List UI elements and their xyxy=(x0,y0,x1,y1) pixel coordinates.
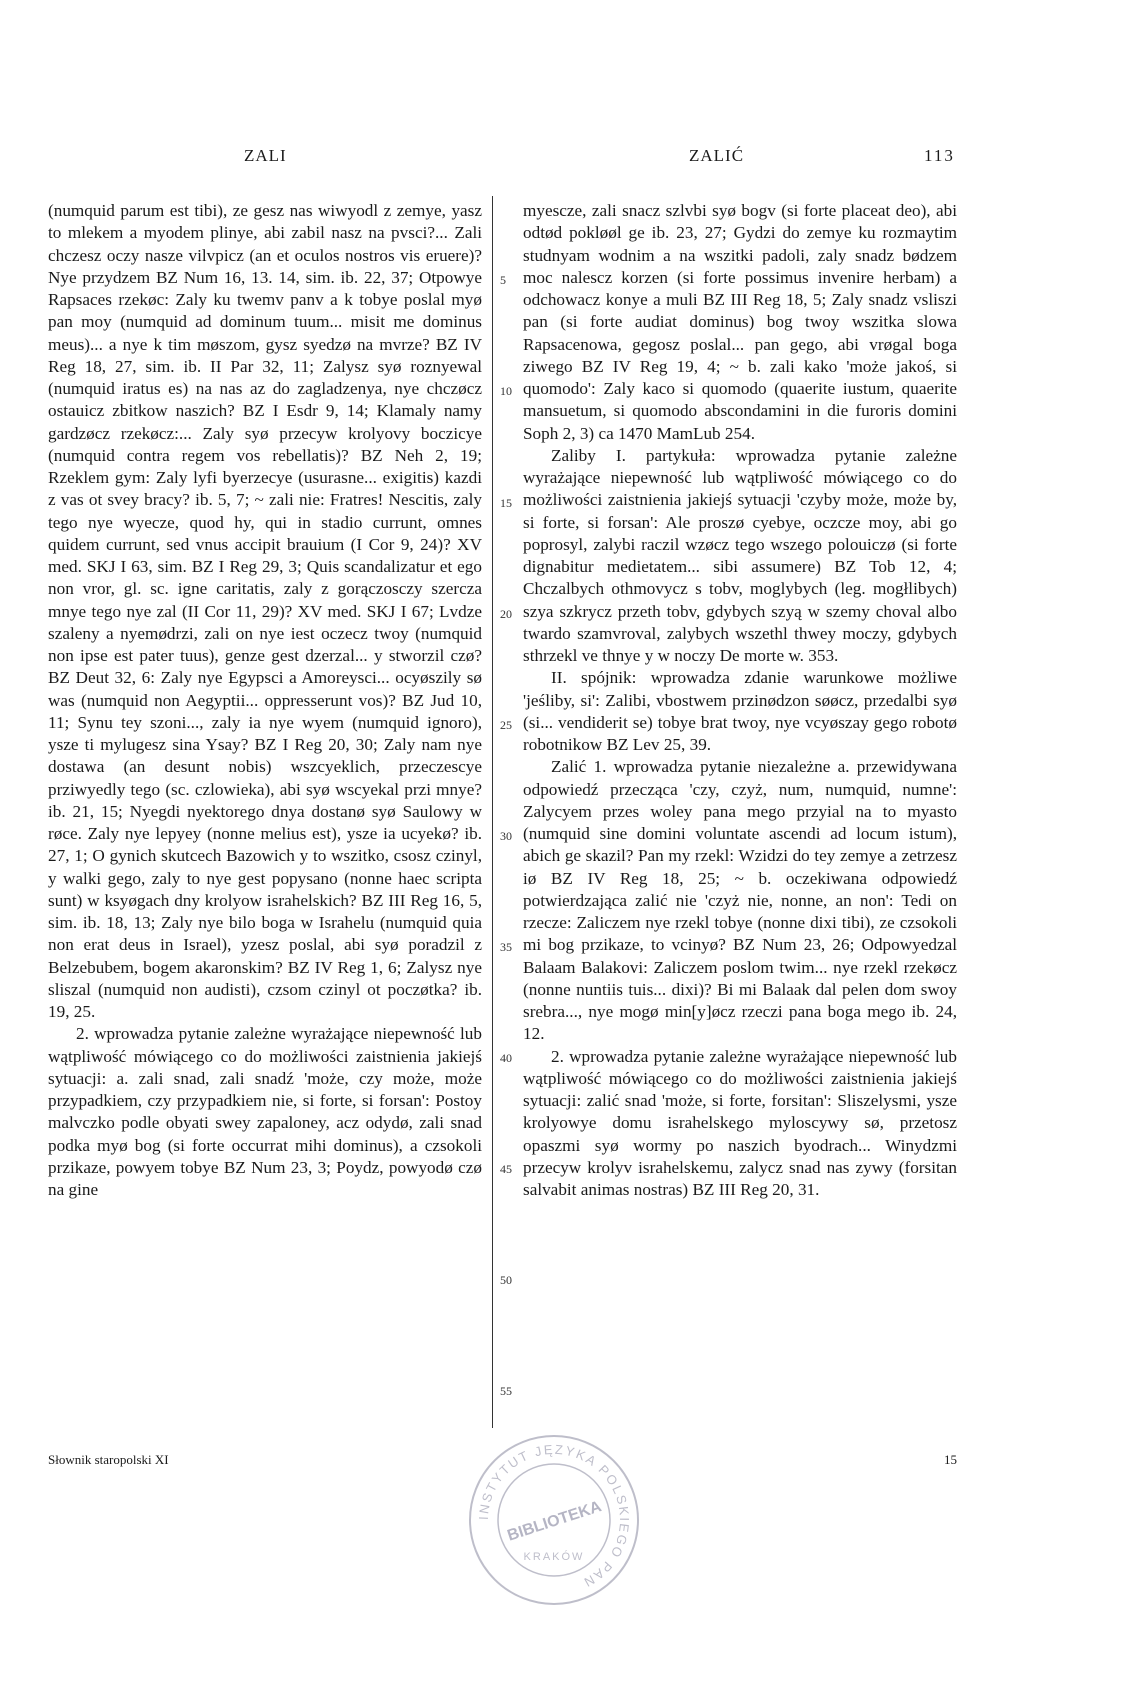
line-number: 55 xyxy=(500,1384,512,1398)
line-number: 30 xyxy=(500,829,512,843)
entry-paragraph: (numquid parum est tibi), ze gesz nas wiwyodl z zemye, yasz to mlekem a myodem plinye, abi zabil nasz na pvsci?... Zali chczesz oczy nasze vilvpicz (an et oculos nostros vis eruere)? Nye przydzem BZ Num 16, 13. 14, sim. ib. 22, 37; Otpowye Rapsaces rzekøc: Zaly ku twemv panv a k tobye poslal myø pan moy (numquid ad dominum tuum... misit me dominus meus)... a nye k tim møszom, gysz syedzø na mvrze? BZ IV Reg 18, 27, sim. ib. II Par 32, 11; Zalysz syø roznyewal (numquid iratus es) na nas az do zagladzenya, nye chczøcz ostauicz zbitkow naszich? BZ I Esdr 9, 14; Klamaly namy gardzøcz rzekøcz:... Zaly syø przecyw krolyovy boczicye (numquid contra regem vos rebellatis)? BZ Neh 2, 19; Rzeklem gym: Zaly lyfi byerzecye (usurasne... exigitis) kazdi z vas ot svey bracy? ib. 5, 7; ~ zali nie: Fratres! Nescitis, zaly tego nye wyecze, quod hy, qui in stadio currunt, omnes quidem currunt, sed vnus accipit brauium (I Cor 9, 24)? XV med. SKJ I 63, sim. BZ I Reg 29, 3; Quis scandalizatur et ego non vror, gl. sc. igne caritatis, zaly z gorączosczy szercza mnye tego nye zal (II Cor 11, 29)? XV med. SKJ I 67; Lvdze szaleny a nyemødrzi, zali on nye iest oczecz twoy (numquid non ipse est pater tuus), genze gest dzerzal... y stworzil czø? BZ Deut 32, 6: Zaly nye Egypsci a Amoreysci... ocyøszily sø was (numquid non Aegyptii... oppresserunt vos)? BZ Jud 10, 11; Synu tey szoni..., zaly ia nye wyem (numquid ignoro), ysze ti mylugesz sina Ysay? BZ I Reg 20, 30; Zaly nam nye dostawa (an desunt nobis) wszcyeklich, przeczescye prziwyedly tego (sc. czlowieka), abi syø wscyekal przi mnye? ib. 21, 15; Nyegdi nyektorego dnya dostanø syø Saulowy w røce. Zaly nye lepyey (nonne melius est), ysze ia ucyekø? ib. 27, 1; O gynich skutcech Bazowich y to wszitko, csosz czinyl, y walki gego, zaly to nye gest popysano (nonne haec scripta sunt) w ksyøgach dny krolyow israhelskich? BZ III Reg 16, 5, sim. ib. 18, 13; Zaly nye bilo boga w Israhelu (numquid quia non erat deus in Israel), yzesz poslal, abi syø poradzil z Belzebubem, bogem akaronskim? BZ IV Reg 1, 6; Zalysz nye sliszal (numquid non audisti), czsom czinyl ot poczøtka? ib. 19, 25. xyxy=(48,201,482,1021)
line-number: 25 xyxy=(500,718,512,732)
entry-paragraph: 2. wprowadza pytanie zależne wyrażające niepewność lub wątpliwość mówiącego co do możliwości zaistnienia jakiejś sytuacji: a. zali snad, zali snadź 'może, czy może, może przypadkiem, czy przypadkiem nie, si forte, si forsan': Postoy malvczko podle obyati swey zapaloney, acz odydø, zali snad podka myø bog (si forte occurrat mihi dominus), a czsokoli przikaze, powyem tobye BZ Num 23, 3; Poydz, powyodø czø na gine xyxy=(48,1024,482,1199)
line-number: 40 xyxy=(500,1051,512,1065)
right-column xyxy=(523,200,957,1201)
line-number: 20 xyxy=(500,607,512,621)
running-head-right: ZALIĆ xyxy=(689,146,745,165)
line-number: 45 xyxy=(500,1162,512,1176)
page-number: 113 xyxy=(924,146,955,165)
line-number: 15 xyxy=(500,496,512,510)
entry-paragraph: Zalić 1. wprowadza pytanie niezależne a. przewidywana odpowiedź przecząca 'czy, czyż, num, numquid, numne': Zalycyem przes woley pana mego przyial na to myasto (numquid sine domini voluntate ascendi ad locum istum), abich ge skazil? Pan my rzekl: Wzidzi do tey zemye a zetrzesz iø BZ IV Reg 18, 25; ~ b. oczekiwana odpowiedź potwierdzająca zalić nie 'czyż nie, nonne, an non': Tedi on rzecze: Zaliczem nye rzekl tobye (nonne dixi tibi), ze czsokoli mi bog przikaze, to vcinyø? BZ Num 23, 26; Odpowyedzal Balaam Balakovi: Zaliczem poslom twim... nye rzekl rzekøcz (nonne nuntiis tuis... dixi)? Bi mi Balaak dal pelen dom swoy srebra..., nye mogø min[y]øcz rzeczi pana boga mego ib. 24, 12. xyxy=(523,757,957,1044)
column-divider xyxy=(492,196,493,1428)
footer-signature: Słownik staropolski XI xyxy=(48,1452,169,1467)
line-number: 35 xyxy=(500,940,512,954)
line-number: 50 xyxy=(500,1273,512,1287)
footer-sheet-number: 15 xyxy=(944,1452,957,1467)
left-column xyxy=(48,200,482,1201)
entry-paragraph: 2. wprowadza pytanie zależne wyrażające niepewność lub wątpliwość mówiącego co do możliwości zaistnienia jakiejś sytuacji: zalić snad 'może, si forte, forsitan': Sliszelysmi, ysze krolyowye domu israhelskego myloscywy sø, przetosz opaszmi syø wormy po naszich byodrach... Winydzmi przecyw krolyv israhelskemu, zalycz snad nas zywy (forsitan salvabit animas nostras) BZ III Reg 20, 31. xyxy=(523,1046,957,1199)
library-stamp xyxy=(464,1430,644,1610)
entry-paragraph: II. spójnik: wprowadza zdanie warunkowe możliwe 'jeśliby, si': Zalibi, vbostwem przinødzon søøcz, przedalbi syø (si... vendiderit se) tobye brat twoy, nye vcyøszay gego robotø robotnikow BZ Lev 25, 39. xyxy=(523,668,957,754)
line-number: 5 xyxy=(500,273,506,287)
entry-paragraph: myescze, zali snacz szlvbi syø bogv (si forte placeat deo), abi odtød pokløøl ge ib. 23, 27; Gydzi do zemye ku rozmaytim studnyam wodnim a na wszitki padoli, zaly snadz bødzem moc nalescz korzen (si forte possimus invenire herbam) a odchowacz konye a muli BZ III Reg 18, 5; Zaly snadz vsliszi pan (si forte audiat dominus) bog twoy wszitka slowa Rapsacenowa, gegosz poslal... pan gego, abi vrøgal boga ziwego BZ IV Reg 19, 4; ~ b. zali kako 'może jakoś, si quomodo': Zaly kaco si quomodo (quaerite iustum, quaerite mansuetum, si quomodo abscondamini in die furoris domini Soph 2, 3) ca 1470 MamLub 254. xyxy=(523,201,957,443)
running-head-left: ZALI xyxy=(244,146,287,165)
stamp-center-text: BIBLIOTEKA xyxy=(505,1498,604,1545)
stamp-city-text: KRAKÓW xyxy=(523,1551,585,1563)
entry-paragraph: Zaliby I. partykuła: wprowadza pytanie zależne wyrażające niepewność lub wątpliwość mówiącego co do możliwości zaistnienia jakiejś sytuacji 'czyby może, może by, si forte, si forsan': Ale proszø cyebye, oczcze moy, abi go poprosyl, zalybi raczil wzøcz tego wszego polouiczø (si forte dignabitur medietatem... sibi assumere) BZ Tob 12, 4; Chczalbych othmovycz s tobv, moglybych (leg. mogłlibych) szya szkrycz przeth tobv, gdybych szyą w szemy choval albo twardo szamvroval, zalybych wszethl thwey moczy, gdybych sthrzekl ve thnye y w noczy De morte w. 353. xyxy=(523,445,957,665)
stamp-ring-text: INSTYTUT JĘZYKA POLSKIEGO PAN xyxy=(475,1441,633,1591)
line-number: 10 xyxy=(500,384,512,398)
